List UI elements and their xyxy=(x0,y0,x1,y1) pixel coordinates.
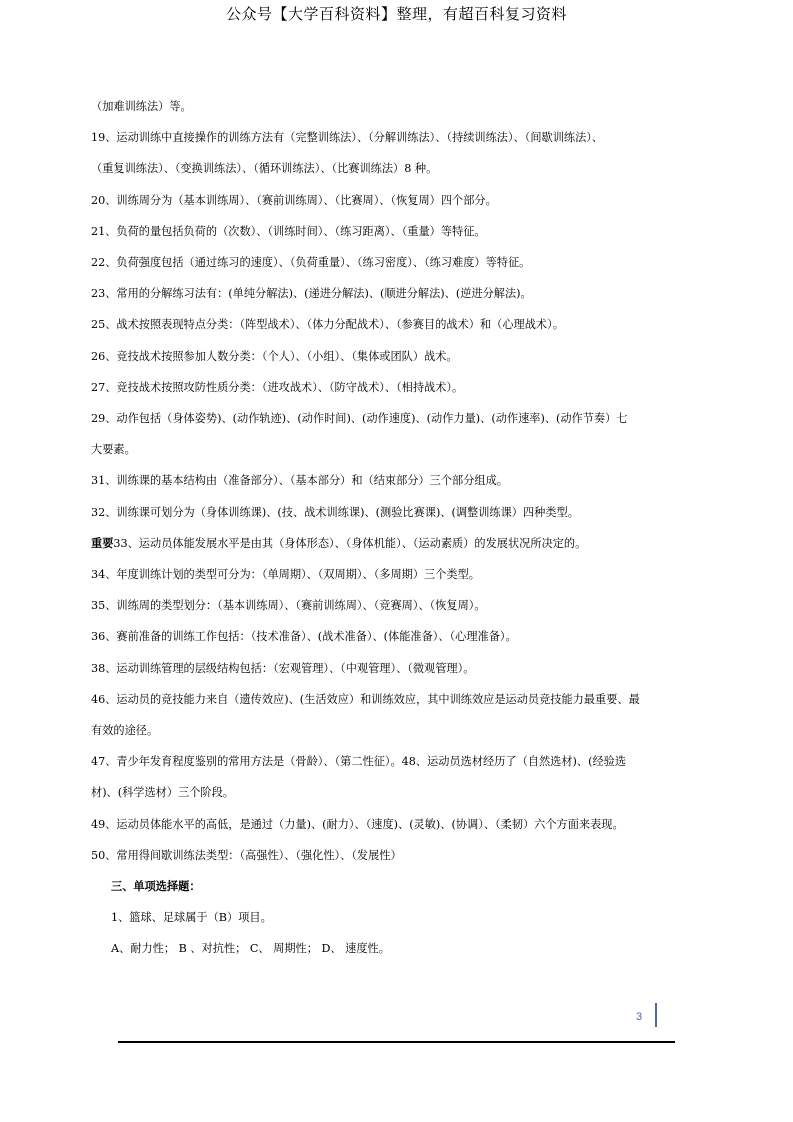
text-line: 27、竞技战术按照攻防性质分类：（进攻战术）、（防守战术）、（相持战术）。 xyxy=(91,380,464,394)
text-line: 20、训练周分为（基本训练周）、（赛前训练周）、（比赛周）、（恢复周）四个部分。 xyxy=(91,193,497,207)
text-line: 重要33、运动员体能发展水平是由其（身体形态）、（身体机能）、（运动素质）的发展状况所决定的。 xyxy=(91,535,587,550)
text-line: 49、运动员体能水平的高低，是通过（力量)、(耐力）、（速度)、(灵敏)、(协调）、（柔韧）六个方面来表现。 xyxy=(91,817,624,831)
text-line: 材)、(科学选材）三个阶段。 xyxy=(91,786,234,800)
text-line: 47、青少年发育程度鉴别的常用方法是（骨龄）、（第二性征）。48、运动员选材经历了（自然选材)、(经验选 xyxy=(91,755,627,769)
text-line: 35、训练周的类型划分：（基本训练周）、（赛前训练周）、（竞赛周）、（恢复周）。 xyxy=(91,599,486,613)
text-line: （加难训练法）等。 xyxy=(91,100,192,113)
text-line: 34、年度训练计划的类型可分为：（单周期）、（双周期）、（多周期）三个类型。 xyxy=(91,568,480,582)
text-line: 23、常用的分解练习法有：(单纯分解法)、(递进分解法)、(顺进分解法)、(逆进分解法)。 xyxy=(91,287,532,301)
text-line: 50、常用得间歇训练法类型：（高强性）、（强化性）、（发展性） xyxy=(91,848,402,862)
section-heading: 三、单项选择题： xyxy=(111,879,201,894)
text-line: 38、运动训练管理的层级结构包括：（宏观管理）、（中观管理）、（微观管理）。 xyxy=(91,661,475,675)
text-line: 19、运动训练中直接操作的训练方法有（完整训练法）、（分解训练法）、（持续训练法）、（间歇训练法）、 xyxy=(91,131,604,145)
text-line: 46、运动员的竞技能力来自（遗传效应)、(生活效应）和训练效应，其中训练效应是运动员竞技能力最重要、最 xyxy=(91,692,640,706)
text-line: 22、负荷强度包括（通过练习的速度）、（负荷重量）、（练习密度）、（练习难度）等特征。 xyxy=(91,256,531,270)
text-line: 大要素。 xyxy=(91,443,136,457)
text-line: （重复训练法）、（变换训练法）、（循环训练法）、（比赛训练法）8 种。 xyxy=(91,162,438,176)
important-marker: 重要 xyxy=(91,535,114,550)
page-number: 3 xyxy=(636,1011,643,1023)
document-body xyxy=(91,91,691,965)
question-options: A、耐力性； B 、对抗性； C、 周期性； D、 速度性。 xyxy=(111,942,390,956)
text-line: 有效的途径。 xyxy=(91,724,159,738)
text-line: 21、负荷的量包括负荷的（次数）、（训练时间）、（练习距离）、（重量）等特征。 xyxy=(91,224,486,238)
text-line: 25、战术按照表现特点分类：（阵型战术）、（体力分配战术）、（参赛目的战术）和（心理战术）。 xyxy=(91,318,564,332)
question-stem: 1、篮球、足球属于（B）项目。 xyxy=(111,911,272,925)
page-number-bar xyxy=(655,1003,657,1027)
text-line: 29、动作包括（身体姿势)、(动作轨迹)、(动作时间)、(动作速度)、(动作力量)、(动作速率)、(动作节奏）七 xyxy=(91,412,628,426)
text-line: 32、训练课可划分为（身体训练课)、(技、战术训练课)、(测验比赛课)、(调整训练课）四种类型。 xyxy=(91,505,579,519)
text-line: 31、训练课的基本结构由（准备部分）、（基本部分）和（结束部分）三个部分组成。 xyxy=(91,474,508,488)
text-line: 36、赛前准备的训练工作包括：（技术准备）、(战术准备）、(体能准备）、（心理准备）。 xyxy=(91,630,517,644)
text-line: 26、竞技战术按照参加人数分类：（个人）、（小组）、（集体或团队）战术。 xyxy=(91,349,458,363)
footer-rule xyxy=(118,1041,675,1043)
page-header: 公众号【大学百科资料】整理，有超百科复习资料 xyxy=(225,5,567,23)
